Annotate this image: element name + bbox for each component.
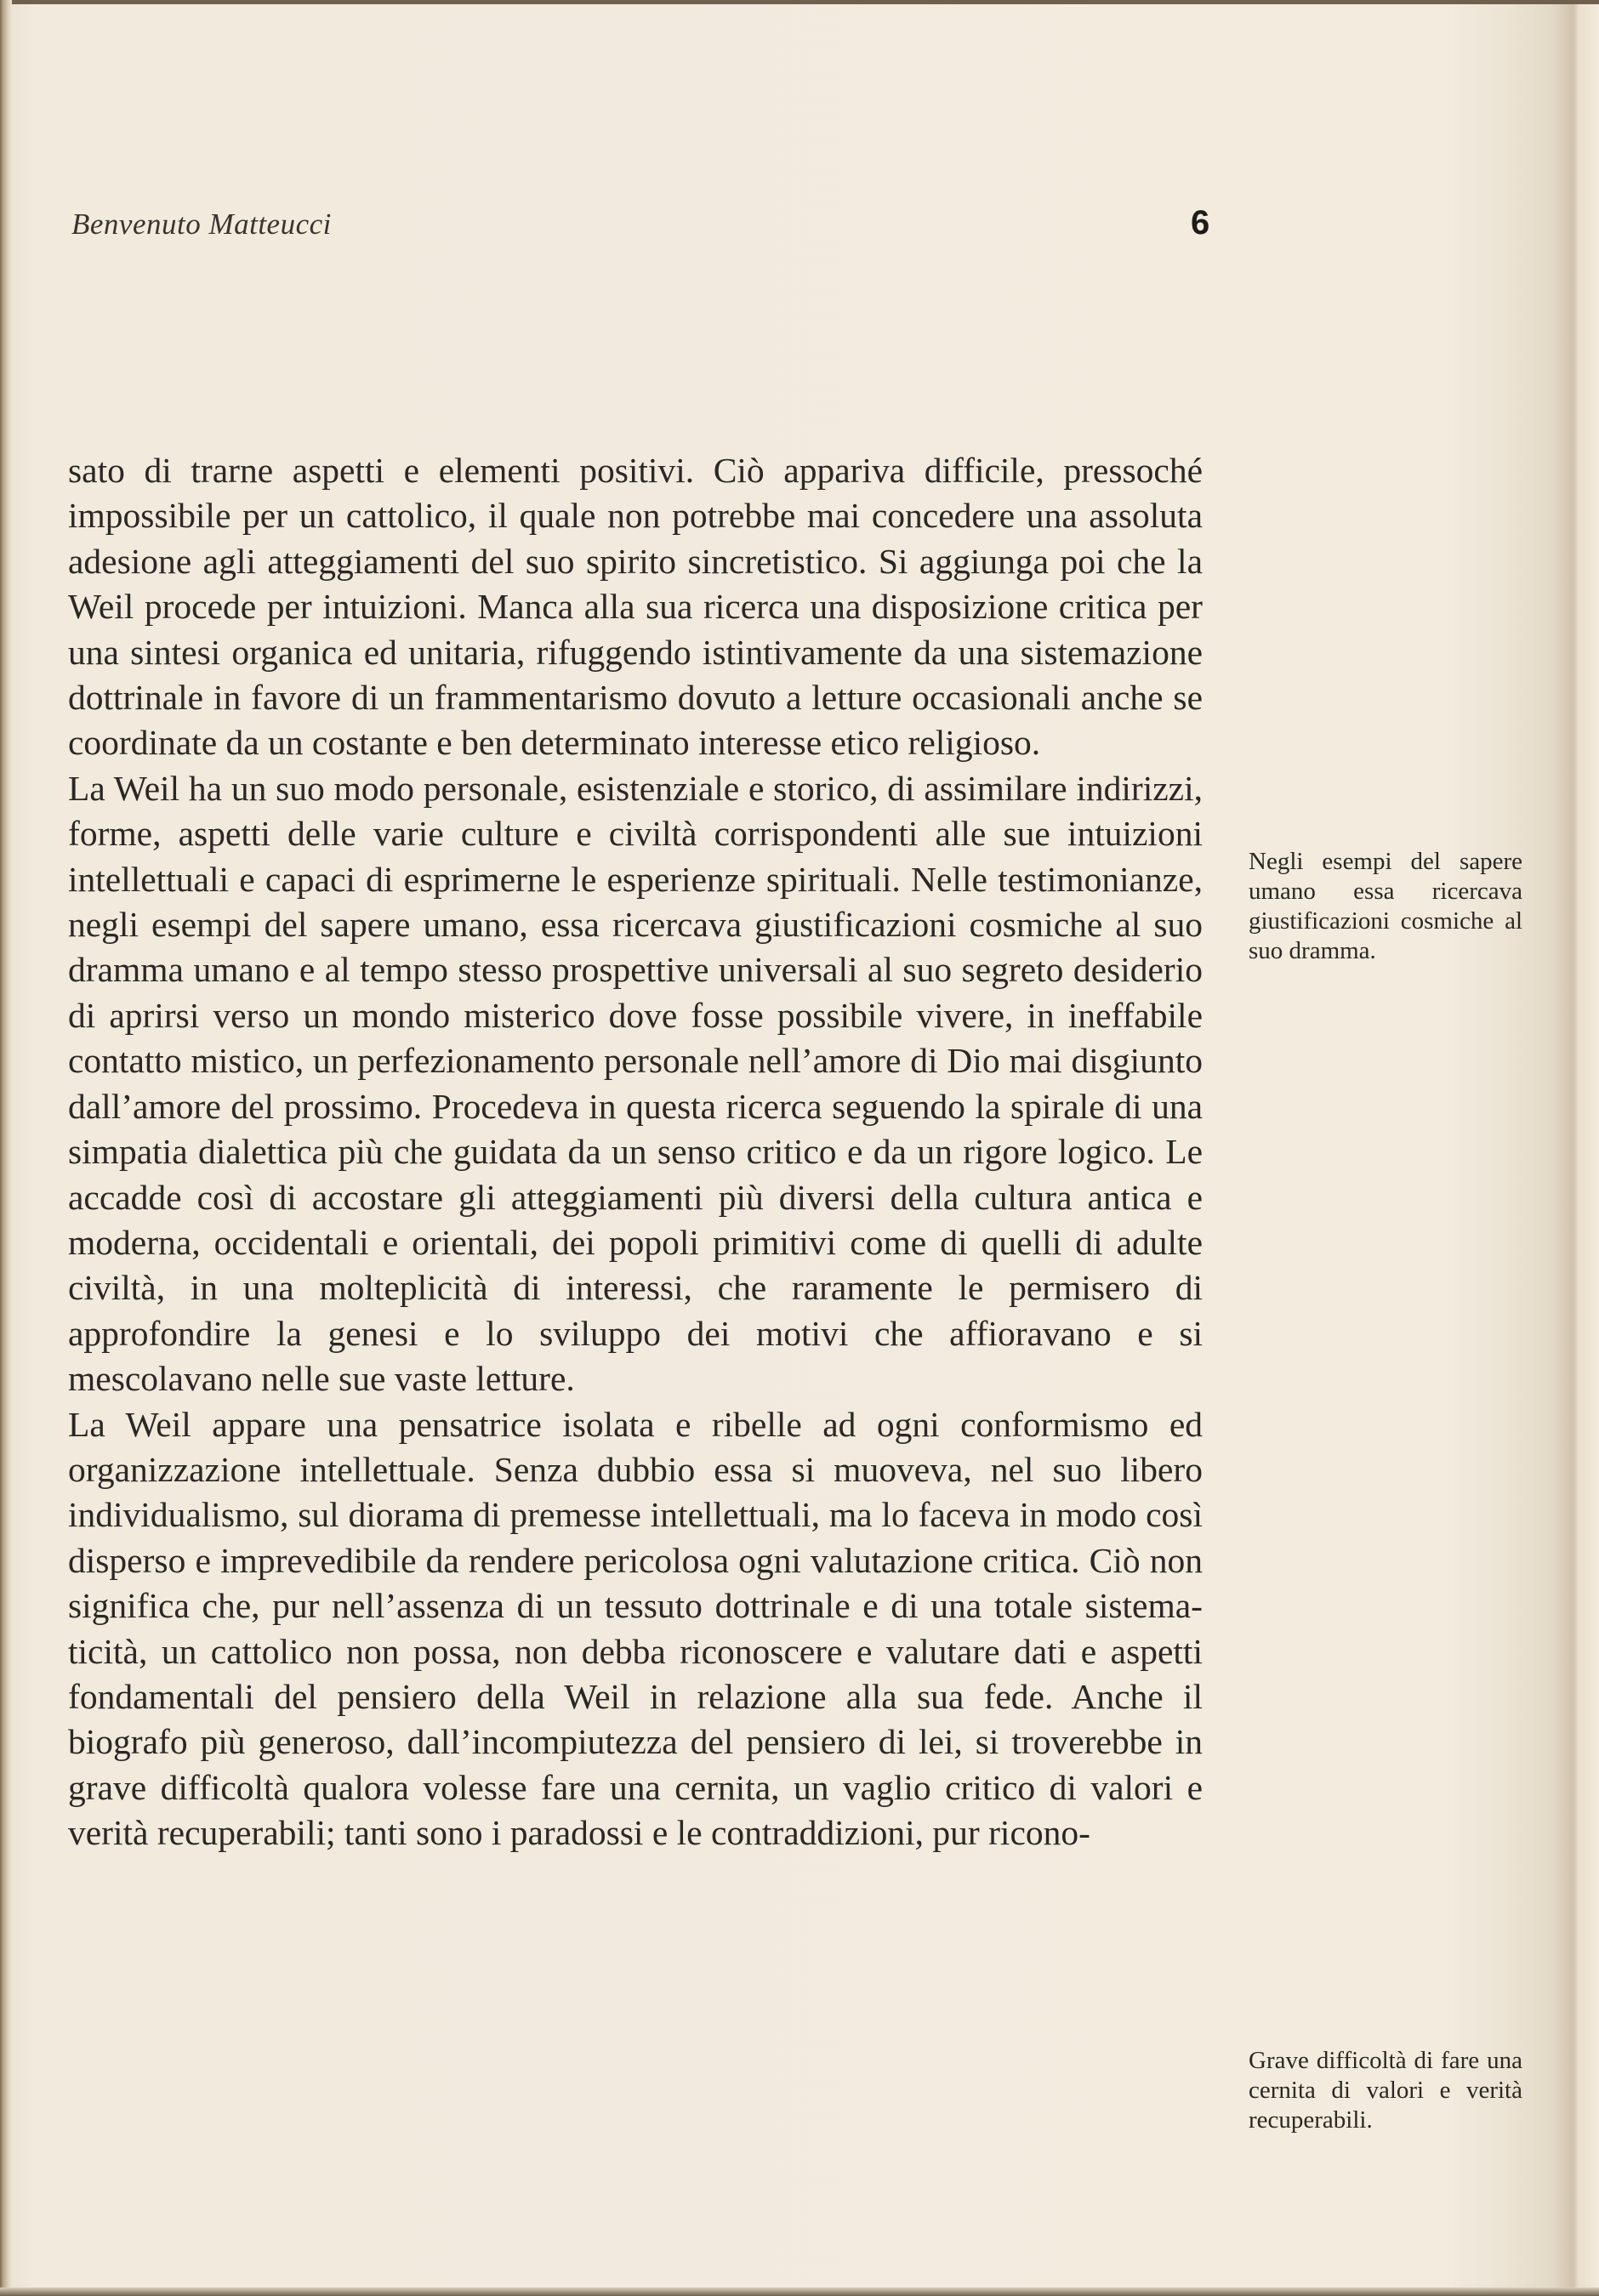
running-header-author: Benvenuto Matteucci xyxy=(71,207,332,241)
paragraph-1: sato di trarne aspetti e elementi positivi. Ciò appariva difficile, pressoché impossibile per un cattolico, il quale non potrebbe mai concedere una assoluta adesione agli atteggiamenti del suo spirito sincretistico. Si aggiunga poi che la Weil procede per intuizioni. Manca alla sua ricerca una disposizione critica per una sintesi organica ed unitaria, rifuggendo istintivamente da una sistemazione dottrinale in favore di un frammentarismo dovuto a letture occasionali anche se coordinate da un costante e ben determinato interesse etico religioso. xyxy=(68,451,1203,763)
main-text-column xyxy=(68,448,1203,1856)
paragraph-2: La Weil ha un suo modo personale, esistenziale e storico, di assimilare indirizzi, forme, aspetti delle varie culture e civiltà corrispondenti alle sue intuizioni intellettuali e capaci di esprimerne le esperienze spirituali. Nelle testimonianze, negli esempi del sapere umano, essa ricercava giustificazioni cosmiche al suo dramma umano e al tempo stesso prospettive universali al suo segreto desiderio di aprirsi verso un mondo misterico dove fosse possibile vivere, in ineffabile contatto mistico, un perfezionamento personale nell’amore di Dio mai disgiunto dall’amore del prossimo. Procedeva in questa ricerca seguendo la spirale di una simpatia dialettica più che guidata da un senso critico e da un rigore logico. Le accadde così di accostare gli atteggiamenti più diversi della cultura antica e moderna, occidentali e orientali, dei popoli primitivi come di quelli di adulte civiltà, in una molteplicità di interessi, che raramente le permisero di approfondire la genesi e lo sviluppo dei motivi che affioravano e si mescolavano nelle sue vaste letture. xyxy=(68,768,1203,1399)
margin-note-2: Grave difficoltà di fare una cernita di valori e verità recuperabili. xyxy=(1249,2047,1522,2134)
page-left-edge xyxy=(0,0,12,2296)
page-top-edge xyxy=(0,0,1599,4)
page-bottom-edge xyxy=(0,2287,1599,2296)
margin-note-1: Negli esempi del sapere umano essa ricercava giustificazioni cosmiche al suo dramma. xyxy=(1249,848,1522,964)
paragraph-3: La Weil appare una pensatrice isolata e ribelle ad ogni conformismo ed organizzazione intellettuale. Senza dubbio essa si muoveva, nel suo libero individualismo, sul diorama di premesse intellettuali, ma lo faceva in modo così disperso e imprevedibile da rendere pericolosa ogni valutazione critica. Ciò non significa che, pur nell’assenza di un tessuto dottrinale e di una totale sistematicità, un cattolico non possa, non debba riconoscere e valutare dati e aspetti fondamentali del pensiero della Weil in relazione alla sua fede. Anche il biografo più generoso, dall’incompiutezza del pensiero di lei, si troverebbe in grave difficoltà qualora volesse fare una cernita, un vaglio critico di valori e verità recuperabili; tanti sono i paradossi e le contraddizioni, pur ricono- xyxy=(68,1404,1203,1853)
page-number: 6 xyxy=(1191,204,1210,242)
